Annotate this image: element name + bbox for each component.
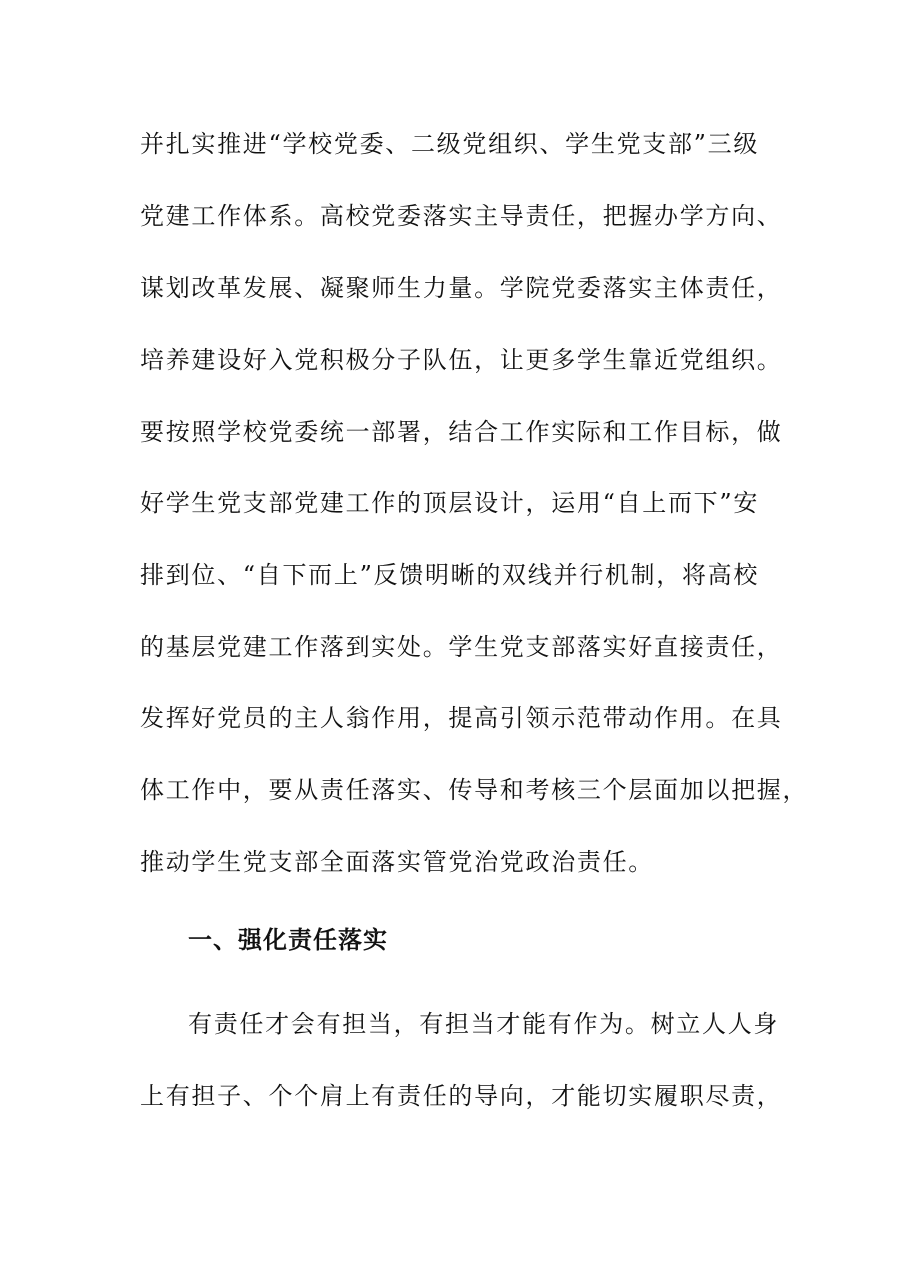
paragraph-line: 要按照学校党委统一部署，结合工作实际和工作目标，做 [140, 418, 783, 446]
paragraph-line: 推动学生党支部全面落实管党治党政治责任。 [140, 848, 654, 876]
paragraph-line: 排到位、“自下而上”反馈明晰的双线并行机制，将高校 [140, 561, 760, 589]
paragraph-line: 上有担子、个个肩上有责任的导向，才能切实履职尽责， [140, 1082, 783, 1110]
paragraph-line: 好学生党支部党建工作的顶层设计，运用“自上而下”安 [140, 489, 760, 517]
paragraph-line: 有责任才会有担当，有担当才能有作为。树立人人身 [188, 1010, 780, 1038]
section-heading: 一、强化责任落实 [188, 926, 388, 954]
paragraph-line: 的基层党建工作落到实处。学生党支部落实好直接责任， [140, 633, 783, 661]
paragraph-line: 党建工作体系。高校党委落实主导责任，把握办学方向、 [140, 202, 783, 230]
paragraph-line: 发挥好党员的主人翁作用，提高引领示范带动作用。在具 [140, 704, 783, 732]
paragraph-line: 体工作中，要从责任落实、传导和考核三个层面加以把握， [140, 776, 809, 804]
paragraph-line: 谋划改革发展、凝聚师生力量。学院党委落实主体责任， [140, 274, 783, 302]
paragraph-line: 并扎实推进“学校党委、二级党组织、学生党支部”三级 [140, 130, 760, 158]
paragraph-line: 培养建设好入党积极分子队伍，让更多学生靠近党组织。 [140, 346, 783, 374]
